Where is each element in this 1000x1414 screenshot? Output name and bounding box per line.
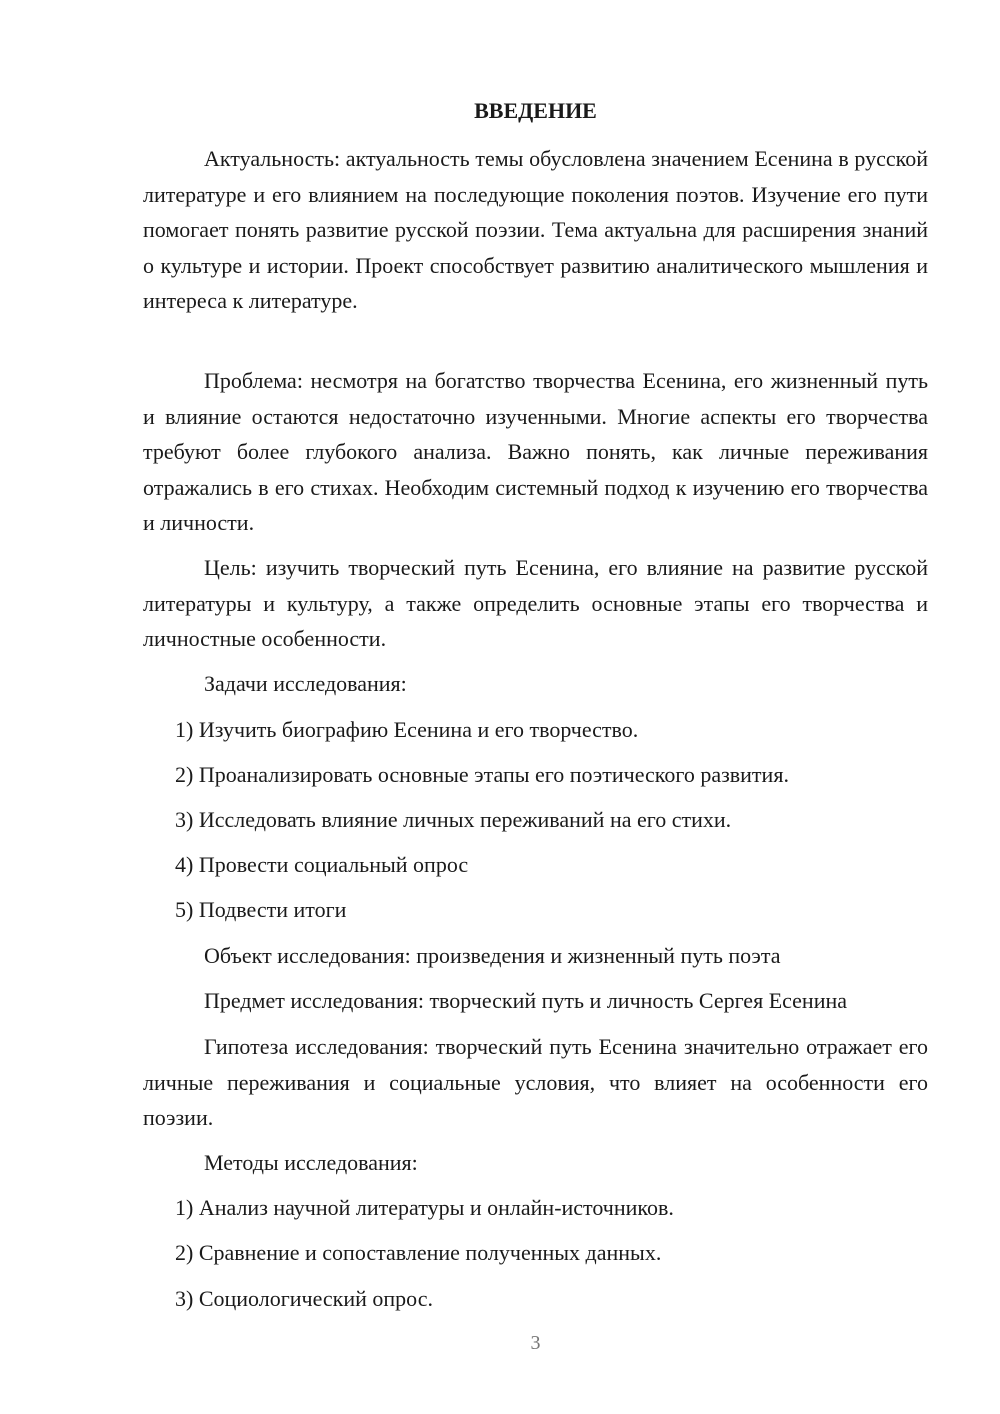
- subject-paragraph: Предмет исследования: творческий путь и личность Сергея Есенина: [204, 988, 848, 1013]
- task-item: 5) Подвести итоги: [175, 897, 347, 922]
- problem-paragraph: Проблема: несмотря на богатство творчества Есенина, его жизненный путь и влияние остаются недостаточно изученными. Многие аспекты его творчества требуют более глубокого анализа. Важно понять, как личные переживания отражались в его стихах. Необходим системный подход к изучению его творчества и личности.: [143, 368, 928, 535]
- hypothesis-paragraph: Гипотеза исследования: творческий путь Есенина значительно отражает его личные переживания и социальные условия, что влияет на особенности его поэзии.: [143, 1034, 928, 1130]
- task-item: 1) Изучить биографию Есенина и его творчество.: [175, 717, 639, 742]
- method-item: 1) Анализ научной литературы и онлайн-источников.: [175, 1195, 674, 1220]
- tasks-title: Задачи исследования:: [204, 671, 407, 696]
- task-item: 4) Провести социальный опрос: [175, 852, 469, 877]
- goal-paragraph: Цель: изучить творческий путь Есенина, его влияние на развитие русской литературы и культуру, а также определить основные этапы его творчества и личностные особенности.: [143, 555, 928, 651]
- relevance-paragraph: Актуальность: актуальность темы обусловлена значением Есенина в русской литературе и его влиянием на последующие поколения поэтов. Изучение его пути помогает понять развитие русской поэзии. Тема актуальна для расширения знаний о культуре и истории. Проект способствует развитию аналитического мышления и интереса к литературе.: [143, 146, 928, 313]
- method-item: 3) Социологический опрос.: [175, 1286, 433, 1311]
- methods-title: Методы исследования:: [204, 1150, 418, 1175]
- page-number: 3: [530, 1332, 541, 1354]
- object-paragraph: Объект исследования: произведения и жизненный путь поэта: [204, 943, 781, 968]
- task-item: 3) Исследовать влияние личных переживаний на его стихи.: [175, 807, 732, 832]
- task-item: 2) Проанализировать основные этапы его поэтического развития.: [175, 762, 789, 787]
- document-page: [143, 0, 928, 1414]
- method-item: 2) Сравнение и сопоставление полученных данных.: [175, 1240, 662, 1265]
- page-title: ВВЕДЕНИЕ: [474, 98, 597, 123]
